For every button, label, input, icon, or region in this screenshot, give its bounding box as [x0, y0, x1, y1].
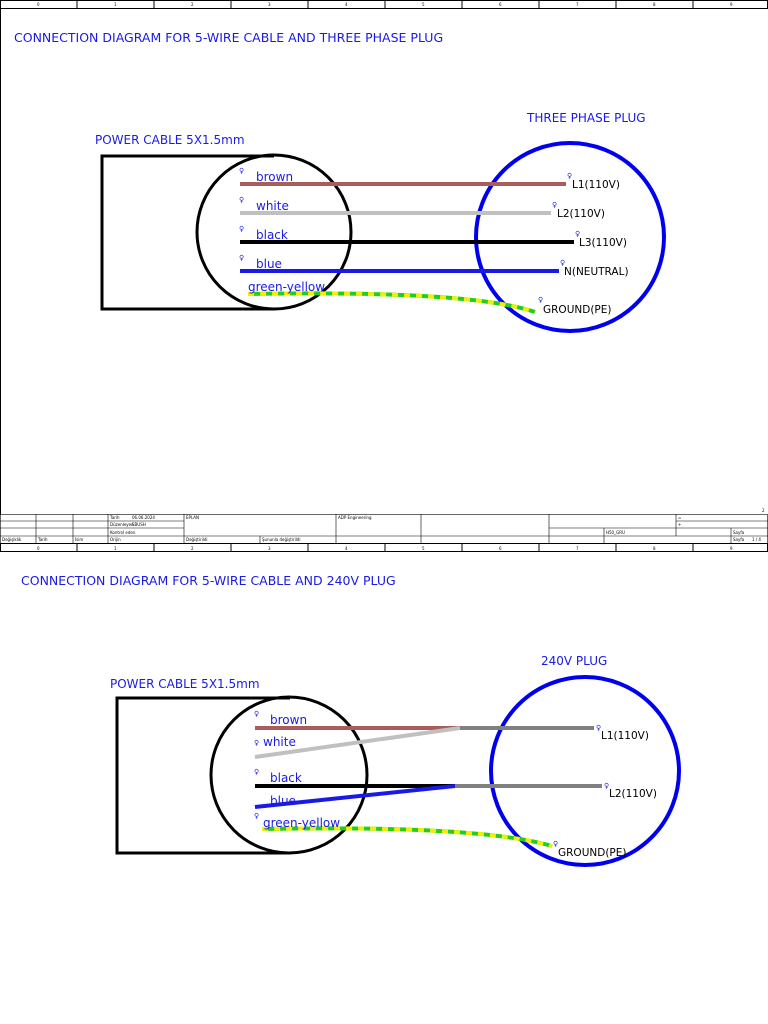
page-value: 1 / 4: [752, 537, 761, 542]
replace-label: Değiştirildi: [186, 537, 208, 542]
plus-a: =: [678, 515, 682, 520]
wire-label-brown: brown: [270, 713, 308, 727]
svg-text:♀: ♀: [239, 196, 245, 204]
terminal-ground: GROUND(PE): [543, 304, 612, 316]
ruler-number: 6: [499, 2, 502, 7]
ruler-number: 4: [345, 2, 348, 7]
diagram-title: CONNECTION DIAGRAM FOR 5-WIRE CABLE AND 240V PLUG: [21, 573, 396, 588]
page-label: Sayfa: [733, 530, 745, 535]
plug-label: THREE PHASE PLUG: [527, 111, 646, 125]
wire-green-yellow: [248, 293, 535, 312]
terminal-l1: L1(110V): [601, 730, 649, 742]
title-block: [0, 508, 768, 544]
diagram-title: CONNECTION DIAGRAM FOR 5-WIRE CABLE AND THREE PHASE PLUG: [14, 30, 444, 45]
project-name: ADP Engineering: [338, 515, 372, 520]
wire-label-blue: blue: [256, 257, 282, 271]
date-value: 06.06.2024: [132, 515, 155, 520]
date2-label: Tarih: [38, 537, 48, 542]
name-label: İsim: [75, 537, 84, 542]
replaced-label: Şununla değiştirildi: [262, 537, 301, 542]
wire-label-white: white: [256, 199, 289, 213]
svg-text:♀: ♀: [575, 230, 581, 238]
page-number: 2: [762, 508, 765, 513]
wire-label-green-yellow: green-yellow: [263, 816, 341, 830]
terminal-ground: GROUND(PE): [558, 847, 627, 859]
svg-text:♀: ♀: [604, 782, 610, 790]
change-label: Değişiklik: [2, 537, 22, 542]
ruler-number: 1: [114, 2, 117, 7]
ruler-number: 0: [37, 546, 40, 551]
terminal-l3: L3(110V): [579, 237, 627, 249]
company-name: EPLAN: [186, 515, 199, 520]
svg-text:♀: ♀: [538, 296, 544, 304]
plus-b: +: [678, 522, 682, 527]
svg-text:♀: ♀: [552, 201, 558, 209]
wire-label-white: white: [263, 735, 296, 749]
plug-circle: [491, 677, 679, 865]
checked-label: Kontrol eden: [110, 530, 136, 535]
page-label-2: Sayfa: [733, 537, 745, 542]
svg-text:♀: ♀: [254, 768, 260, 776]
original-label: Orijin: [110, 537, 121, 542]
ruler-number: 3: [268, 546, 271, 551]
ruler-number: 8: [653, 2, 656, 7]
terminal-neutral: N(NEUTRAL): [564, 266, 629, 278]
drawn-value: EBUSH: [132, 522, 146, 527]
svg-text:♀: ♀: [567, 172, 573, 180]
svg-text:♀: ♀: [239, 225, 245, 233]
ruler-number: 2: [191, 546, 194, 551]
svg-text:♀: ♀: [596, 724, 602, 732]
svg-text:♀: ♀: [254, 739, 260, 747]
ruler-number: 0: [37, 2, 40, 7]
document-code: H50_GRU: [606, 530, 625, 535]
terminal-l1: L1(110V): [572, 179, 620, 191]
svg-text:♀: ♀: [553, 840, 559, 848]
ruler-number: 9: [730, 2, 733, 7]
wire-label-black: black: [270, 771, 302, 785]
ruler-number: 8: [653, 546, 656, 551]
svg-text:♀: ♀: [254, 710, 260, 718]
terminal-l2: L2(110V): [609, 788, 657, 800]
top-ruler: [1, 0, 768, 9]
cable-label: POWER CABLE 5X1.5mm: [95, 133, 245, 147]
ruler-number: 4: [345, 546, 348, 551]
ruler-number: 9: [730, 546, 733, 551]
wire-label-blue: blue: [270, 794, 296, 808]
wire-green-yellow: [262, 828, 552, 846]
ruler-number: 1: [114, 546, 117, 551]
ruler-number: 7: [576, 2, 579, 7]
svg-text:♀: ♀: [239, 254, 245, 262]
date-label: Tarih: [110, 515, 120, 520]
svg-text:♀: ♀: [254, 812, 260, 820]
svg-text:♀: ♀: [239, 167, 245, 175]
terminal-l2: L2(110V): [557, 208, 605, 220]
cable-label: POWER CABLE 5X1.5mm: [110, 677, 260, 691]
diagram-three-phase: [14, 30, 664, 331]
ruler-number: 2: [191, 2, 194, 7]
ruler-number: 7: [576, 546, 579, 551]
diagram-240v: [21, 573, 679, 865]
drawn-label: Düzenleyen: [110, 522, 134, 527]
wire-label-black: black: [256, 228, 288, 242]
bottom-ruler: [1, 544, 768, 553]
ruler-number: 5: [422, 546, 425, 551]
svg-text:♀: ♀: [560, 259, 566, 267]
wire-label-brown: brown: [256, 170, 294, 184]
ruler-number: 3: [268, 2, 271, 7]
ruler-number: 5: [422, 2, 425, 7]
plug-label: 240V PLUG: [541, 654, 608, 668]
ruler-number: 6: [499, 546, 502, 551]
wire-label-green-yellow: green-yellow: [248, 280, 326, 294]
